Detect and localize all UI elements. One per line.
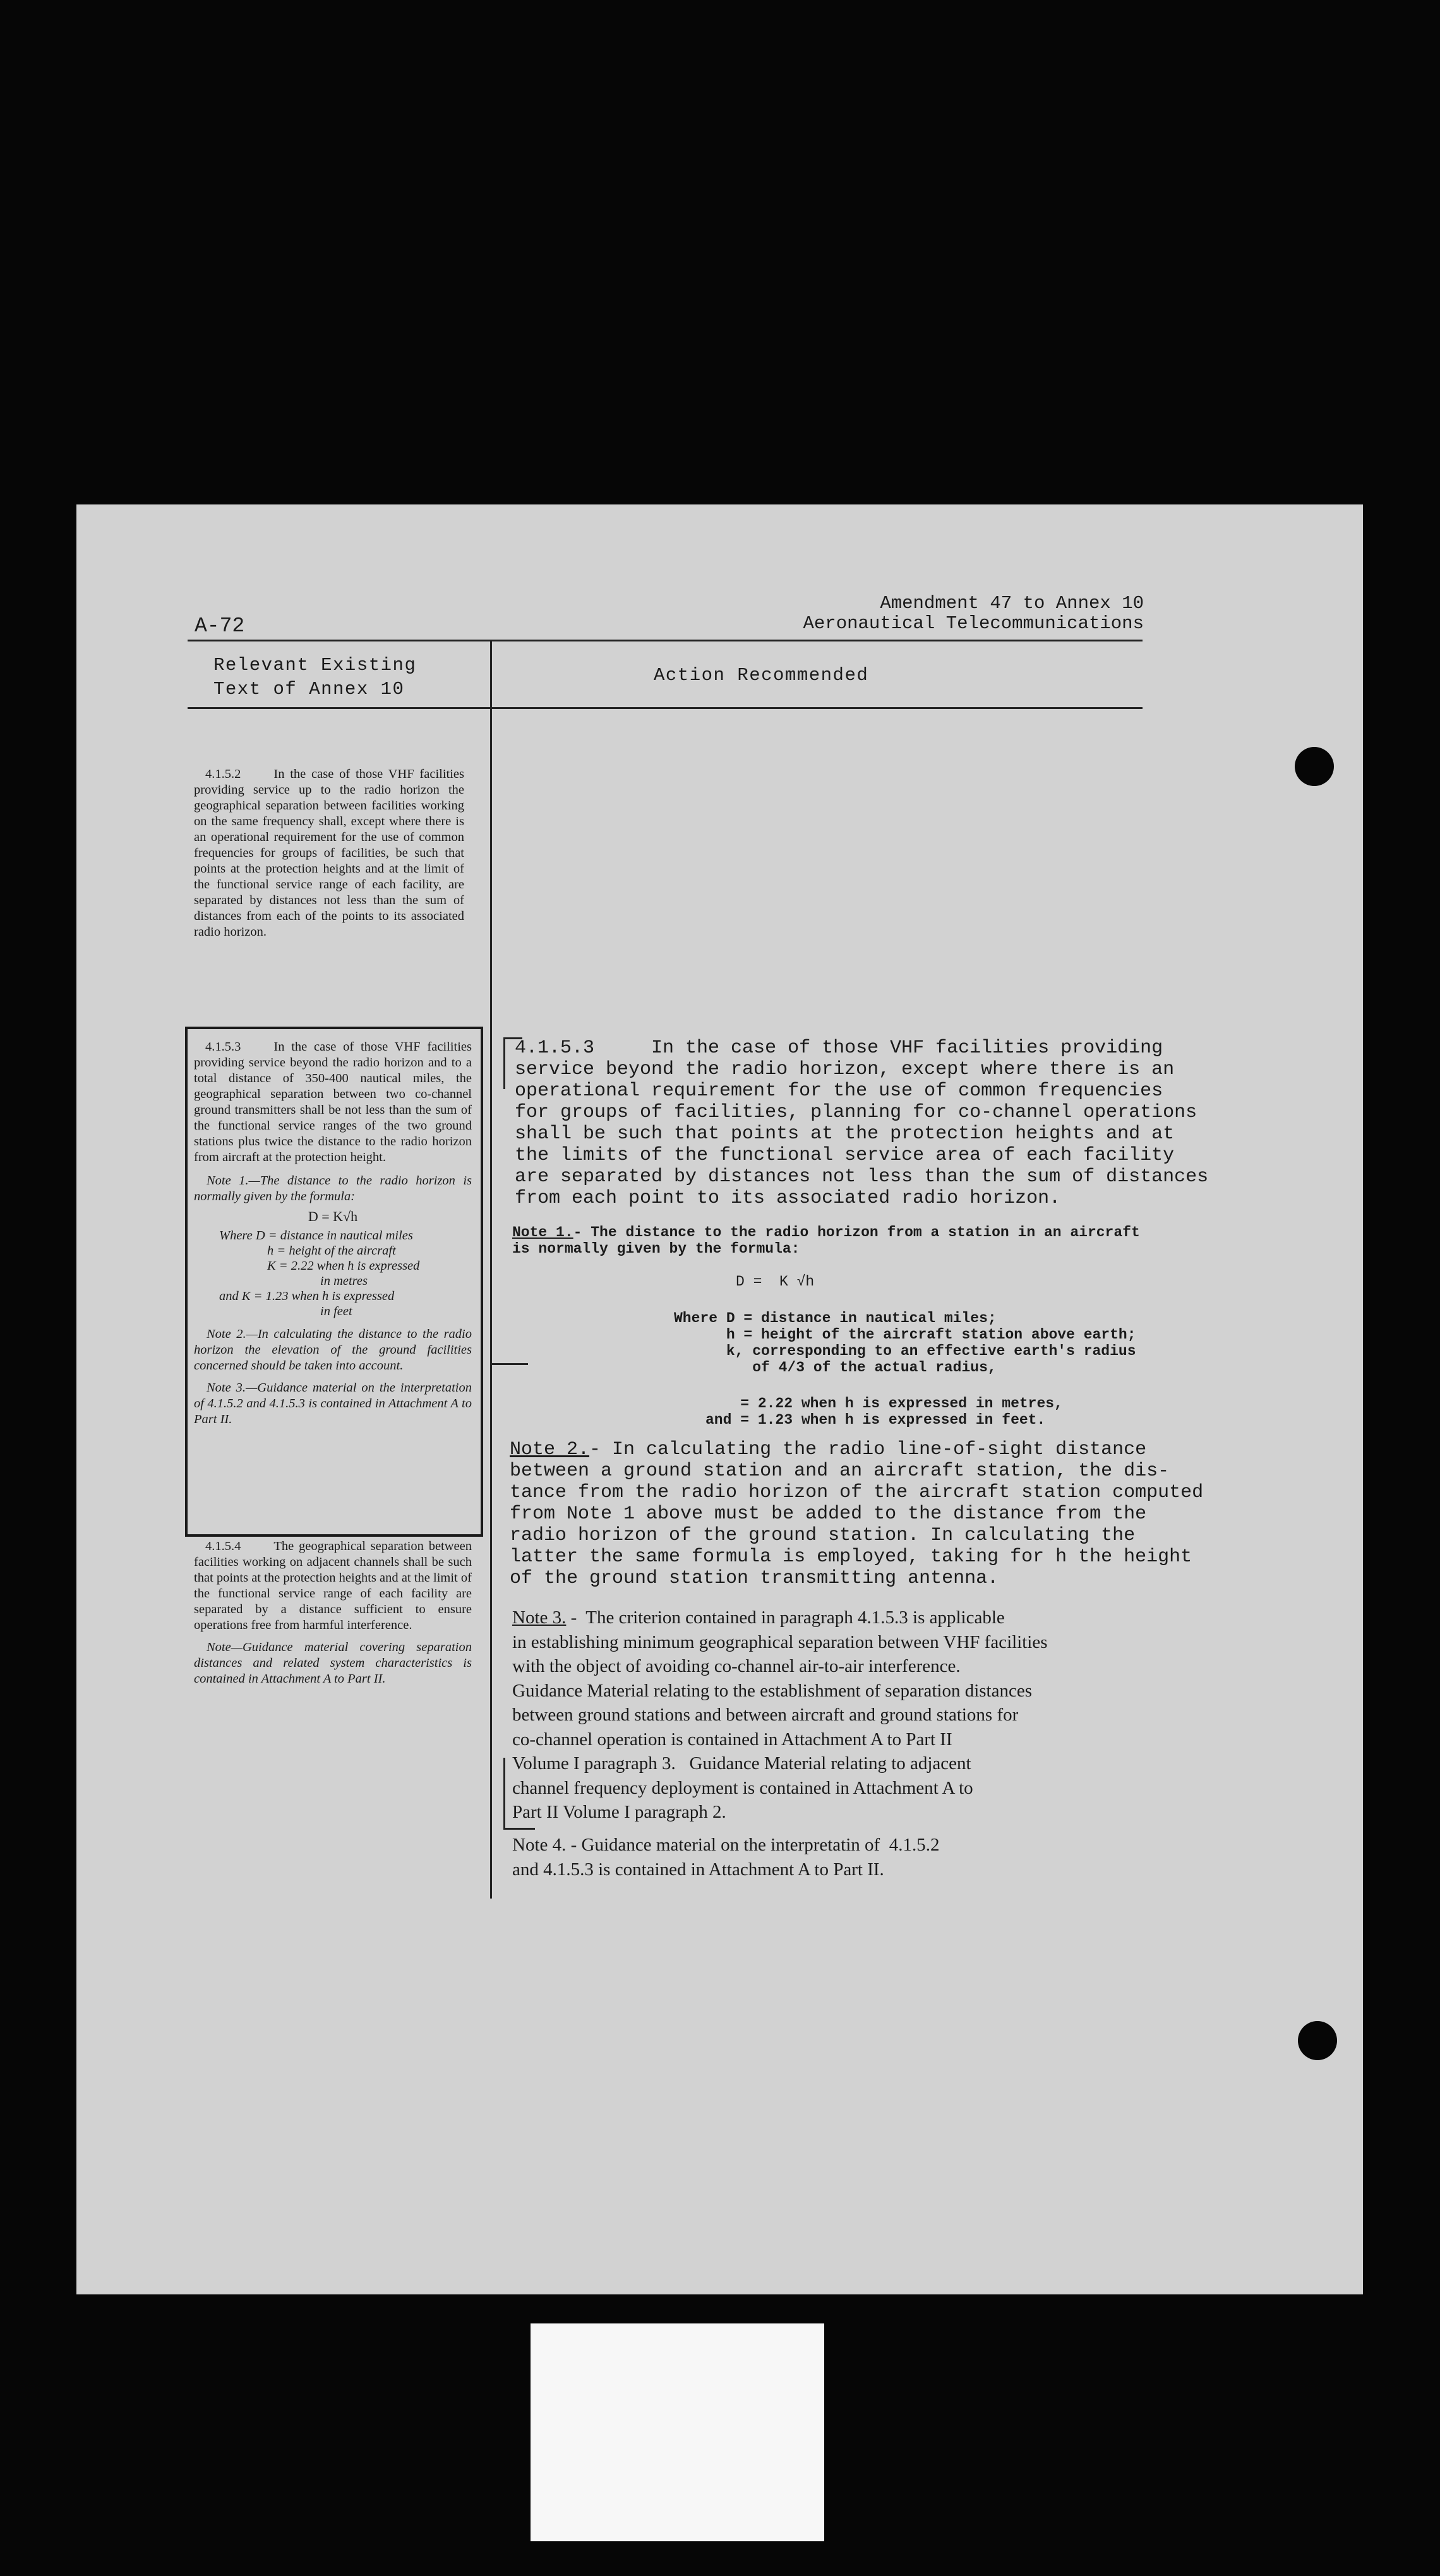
note-text: Part II Volume I paragraph 2.: [512, 1802, 726, 1822]
where-k-feet-unit: in feet: [320, 1304, 352, 1318]
note-4-amended: [512, 1833, 939, 1881]
note-3: Note 3.—Guidance material on the interpretation of 4.1.5.2 and 4.1.5.3 is contained in Attachment A to Part II.: [194, 1381, 472, 1426]
note-1-amended: [512, 1224, 1140, 1257]
change-bracket-top: [503, 1037, 505, 1089]
definition-line: of 4/3 of the actual radius,: [674, 1359, 997, 1376]
document-page: [76, 504, 1363, 2294]
text-line: shall be such that points at the protection heights and at: [515, 1123, 1175, 1145]
formula-amended: D = K √h: [736, 1273, 815, 1290]
where-d: Where D = distance in nautical miles: [219, 1229, 413, 1243]
note-text: and 4.1.5.3 is contained in Attachment A to Part II.: [512, 1859, 884, 1880]
definition-line: h = height of the aircraft station above earth;: [674, 1327, 1136, 1343]
text-line: the limits of the functional service area of each facility: [515, 1145, 1175, 1166]
note-text: is normally given by the formula:: [512, 1241, 800, 1257]
k-value-line: and = 1.23 when h is expressed in feet.: [705, 1412, 1046, 1428]
note-text: latter the same formula is employed, taking for h the height: [510, 1546, 1192, 1568]
note-label: Note 1.: [512, 1224, 573, 1241]
note-2: Note 2.—In calculating the distance to the radio horizon the elevation of the ground facilities concerned should be taken into account.: [194, 1327, 472, 1373]
where-k-metres-unit: in metres: [320, 1274, 368, 1288]
change-bracket-bottom-cap: [503, 1828, 535, 1830]
note-label: Note 2.: [510, 1439, 590, 1460]
where-k-feet: and K = 1.23 when h is expressed: [219, 1289, 395, 1303]
note-text: - In calculating the radio line-of-sight distance: [589, 1439, 1147, 1460]
header-rule: [188, 640, 1143, 641]
note-text: with the object of avoiding co-channel air-to-air interference.: [512, 1656, 961, 1676]
definition-line: k, corresponding to an effective earth's radius: [674, 1343, 1136, 1359]
page-number: A-72: [195, 614, 245, 638]
column-divider: [490, 640, 492, 1899]
note-text: between a ground station and an aircraft station, the dis-: [510, 1460, 1170, 1482]
amendment-line: Amendment 47 to Annex 10: [880, 593, 1144, 614]
k-value-line: = 2.22 when h is expressed in metres,: [705, 1395, 1063, 1412]
note-text: in establishing minimum geographical separation between VHF facilities: [512, 1631, 1048, 1652]
text-line: are separated by distances not less than the sum of distances: [515, 1166, 1209, 1188]
note-1: Note 1.—The distance to the radio horizon is normally given by the formula:: [194, 1174, 472, 1203]
formula-definitions: [674, 1310, 1136, 1376]
note-text: of the ground station transmitting antenna.: [510, 1568, 999, 1589]
note-text: Volume I paragraph 3. Guidance Material relating to adjacent: [512, 1753, 971, 1774]
note: Note—Guidance material covering separation distances and related system characteristics is contained in Attachment A to Part II.: [194, 1640, 472, 1686]
text-line: 4.1.5.3 In the case of those VHF facilities providing: [515, 1037, 1163, 1059]
text-line: service beyond the radio horizon, except where there is an: [515, 1059, 1175, 1080]
note-text: from Note 1 above must be added to the distance from the: [510, 1503, 1147, 1525]
paragraph-4-1-5-3: [194, 1039, 472, 1428]
paragraph-4-1-5-3-amended: [515, 1037, 1208, 1209]
text-line: from each point to its associated radio horizon.: [515, 1188, 1061, 1209]
paragraph-number: 4.1.5.3: [205, 1040, 241, 1054]
annex-title: Aeronautical Telecommunications: [803, 613, 1144, 634]
where-k-metres: K = 2.22 when h is expressed: [267, 1259, 420, 1273]
punch-hole-top: [1295, 747, 1334, 786]
note-text: tance from the radio horizon of the aircraft station computed: [510, 1482, 1204, 1503]
k-values: [705, 1395, 1063, 1428]
note-text: between ground stations and between aircraft and ground stations for: [512, 1705, 1019, 1725]
where-h: h = height of the aircraft: [267, 1244, 396, 1258]
note-text: channel frequency deployment is contained in Attachment A to: [512, 1777, 973, 1798]
paragraph-4-1-5-4: [194, 1539, 472, 1687]
paragraph-4-1-5-2: [194, 766, 464, 940]
change-mark: [490, 1363, 528, 1365]
text-line: for groups of facilities, planning for co-channel operations: [515, 1102, 1197, 1123]
column-heading-rule: [188, 707, 1143, 709]
note-text: Guidance Material relating to the establishment of separation distances: [512, 1680, 1033, 1701]
note-text: Note 4. - Guidance material on the interpretatin of 4.1.5.2: [512, 1835, 940, 1855]
right-heading: Action Recommended: [654, 665, 869, 686]
note-3-amended: [512, 1606, 1048, 1825]
formula: D = K√h: [308, 1208, 358, 1224]
paragraph-number: 4.1.5.2: [205, 767, 241, 781]
note-text: - The criterion contained in paragraph 4.1.5.3 is applicable: [566, 1607, 1005, 1628]
calibration-card: [531, 2323, 824, 2541]
left-heading-2: Text of Annex 10: [213, 679, 405, 700]
change-bracket-bottom: [503, 1758, 505, 1828]
paragraph-text: In the case of those VHF facilities providing service up to the radio horizon the geographical separation between facilities working on the same frequency shall, except where there is an operational requirement for the use of common frequencies for groups of facilities, be such that points at the protection heights and at the limit of the functional service range of each facility, are separated by distances not less than the sum of distances from each of the points to its associated radio horizon.: [194, 767, 464, 939]
paragraph-text: The geographical separation between facilities working on adjacent channels shall be such that points at the protection heights and at the limit of the functional service range of each facility are separated by a distance sufficient to ensure operations free from harmful interference.: [194, 1539, 472, 1632]
note-text: - The distance to the radio horizon from a station in an aircraft: [573, 1224, 1140, 1241]
definition-line: Where D = distance in nautical miles;: [674, 1310, 997, 1327]
note-2-amended: [510, 1439, 1203, 1589]
note-text: co-channel operation is contained in Attachment A to Part II: [512, 1729, 952, 1750]
paragraph-text: In the case of those VHF facilities providing service beyond the radio horizon and to a total distance of 350-400 nautical miles, the geographical separation between two co-channel ground transmitters shall be not less than the sum of the functional service ranges of the two ground stations plus twice the distance to the radio horizon from aircraft at the protection height.: [194, 1040, 472, 1164]
note-label: Note 3.: [512, 1607, 567, 1628]
paragraph-number: 4.1.5.4: [205, 1539, 241, 1553]
text-line: operational requirement for the use of common frequencies: [515, 1080, 1163, 1102]
note-text: radio horizon of the ground station. In calculating the: [510, 1525, 1136, 1546]
punch-hole-bottom: [1298, 2021, 1337, 2060]
left-heading-1: Relevant Existing: [213, 655, 417, 676]
